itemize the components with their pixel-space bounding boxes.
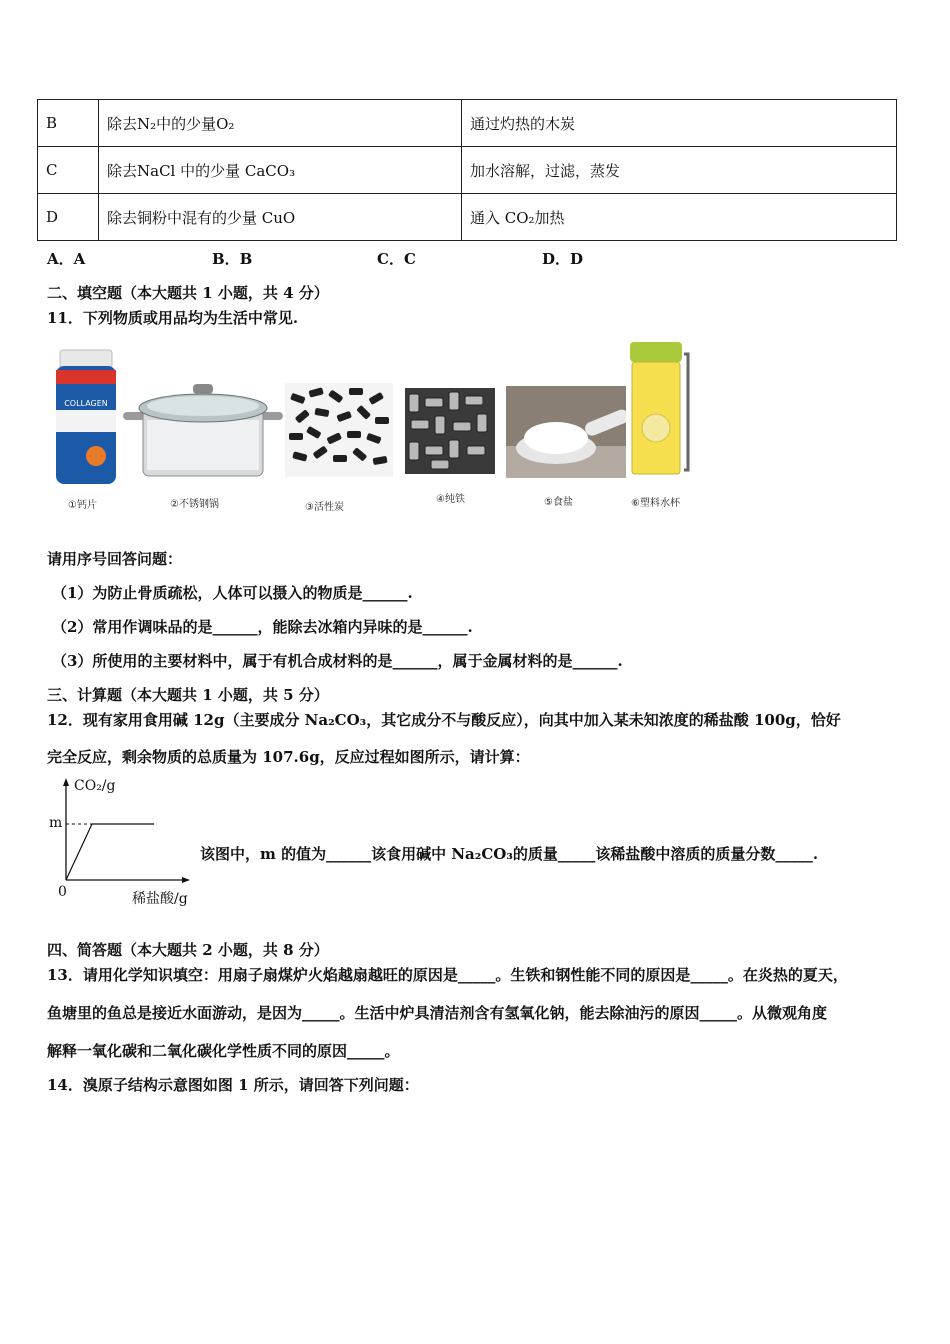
choice-a[interactable]: A．A <box>47 250 86 268</box>
graph-x-label: 稀盐酸/g <box>132 891 188 907</box>
q11-sub2: （2）常用作调味品的是______，能除去冰箱内异味的是______. <box>52 618 473 636</box>
option-letter: B <box>38 100 99 147</box>
graph-origin-label: 0 <box>58 884 67 900</box>
q12-line2: 完全反应，剩余物质的总质量为 107.6g，反应过程如图所示，请计算： <box>47 748 530 766</box>
table-salt-spoon-icon <box>506 386 626 478</box>
caption-6: ⑥塑料水杯 <box>631 498 680 509</box>
caption-4: ④纯铁 <box>436 494 465 505</box>
option-letter: C <box>38 147 99 194</box>
pure-iron-icon <box>405 388 495 474</box>
calcium-tablet-bottle-icon <box>52 348 120 488</box>
q11-sub1: （1）为防止骨质疏松，人体可以摄入的物质是______. <box>52 584 413 602</box>
caption-1: ①钙片 <box>68 500 97 511</box>
q13-line3: 解释一氧化碳和二氧化碳化学性质不同的原因_____。 <box>47 1042 400 1060</box>
choice-d[interactable]: D．D <box>542 250 584 268</box>
section4-heading: 四、简答题（本大题共 2 小题，共 8 分） <box>47 941 329 959</box>
q11-stem: 11．下列物质或用品均为生活中常见. <box>47 309 299 327</box>
graph-y-label: CO₂/g <box>74 778 116 794</box>
choice-c[interactable]: C．C <box>377 250 416 268</box>
table-row <box>38 100 897 147</box>
stainless-steel-pot-icon <box>123 376 283 480</box>
caption-3: ③活性炭 <box>305 502 344 513</box>
q12-question: 该图中，m 的值为______该食用碱中 Na₂CO₃的质量_____该稀盐酸中溶质的质量分数_____. <box>200 845 819 863</box>
q13-line2: 鱼塘里的鱼总是接近水面游动，是因为_____。生活中炉具清洁剂含有氢氧化钠，能去除油污的原因_____。从微观角度 <box>47 1004 828 1022</box>
choice-b[interactable]: B．B <box>212 250 253 268</box>
q12-line1: 12．现有家用食用碱 12g（主要成分 Na₂CO₃，其它成分不与酸反应），向其中加入某未知浓度的稀盐酸 100g，恰好 <box>47 711 841 729</box>
option-purpose: 除去N₂中的少量O₂ <box>99 100 462 147</box>
option-purpose: 除去NaCl 中的少量 CaCO₃ <box>99 147 462 194</box>
option-method: 通入 CO₂加热 <box>462 194 897 241</box>
plastic-cup-icon <box>628 342 690 476</box>
q13-line1: 13．请用化学知识填空：用扇子扇煤炉火焰越扇越旺的原因是_____。生铁和钢性能不同的原因是_____。在炎热的夏天， <box>47 966 848 984</box>
option-letter: D <box>38 194 99 241</box>
activated-carbon-icon <box>285 383 393 477</box>
table-row <box>38 147 897 194</box>
caption-5: ⑤食盐 <box>544 497 573 508</box>
section2-heading: 二、填空题（本大题共 1 小题，共 4 分） <box>47 284 329 302</box>
options-table <box>37 99 897 241</box>
graph-m-label: m <box>49 815 63 831</box>
section3-heading: 三、计算题（本大题共 1 小题，共 5 分） <box>47 686 329 704</box>
bottle-label: COLLAGEN <box>64 399 108 408</box>
q14-stem: 14．溴原子结构示意图如图 1 所示，请回答下列问题： <box>47 1076 419 1094</box>
caption-2: ②不锈钢锅 <box>170 499 219 510</box>
option-purpose: 除去铜粉中混有的少量 CuO <box>99 194 462 241</box>
option-method: 通过灼热的木炭 <box>462 100 897 147</box>
q11-instruction: 请用序号回答问题： <box>47 550 183 568</box>
q11-sub3: （3）所使用的主要材料中，属于有机合成材料的是______，属于金属材料的是______. <box>52 652 623 670</box>
table-row <box>38 194 897 241</box>
option-method: 加水溶解，过滤，蒸发 <box>462 147 897 194</box>
